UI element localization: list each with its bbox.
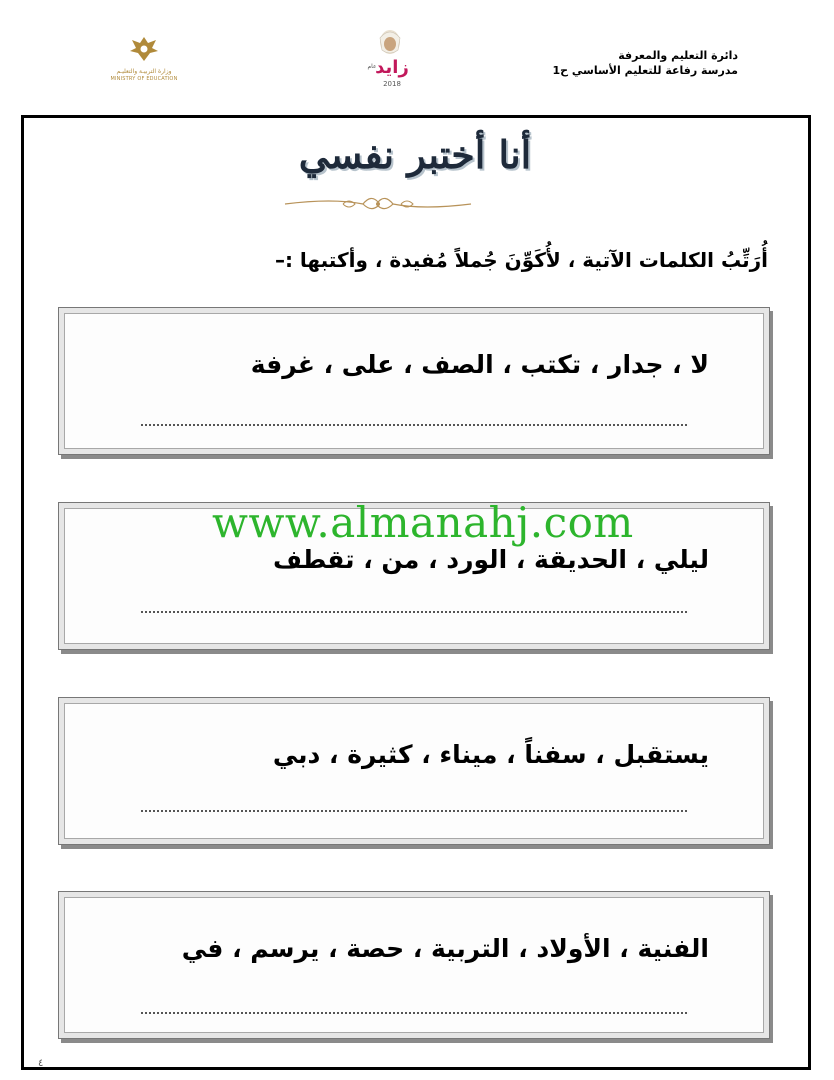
scrambled-words: يستقبل ، سفناً ، ميناء ، كثيرة ، دبي [272,740,709,769]
zayed-year: 2018 [383,80,401,88]
page-corner-mark: ٤ [38,1058,44,1069]
school-name: مدرسة رفاعة للتعليم الأساسي ح1 [552,64,738,77]
zayed-word: زايد [375,57,409,78]
answer-line[interactable] [141,1012,687,1014]
department-name: دائرة التعليم والمعرفة [618,49,738,62]
emblem-icon [124,34,164,64]
exercise-card-4 [58,891,770,1039]
worksheet-title: أنا أختبر نفسي [298,132,532,177]
ministry-name-ar: وزارة التربيـة والتعليـم [116,68,172,75]
scrambled-words: لا ، جدار ، تكتب ، الصف ، على ، غرفة [250,350,709,379]
exercise-card-3 [58,697,770,845]
ornament-divider-icon [283,188,473,218]
answer-line[interactable] [141,424,687,426]
zayed-year-word: عام [367,63,377,70]
instruction-text: أُرَتِّبُ الكلمات الآتية ، لأُكَوِّنَ جُملاً مُفيدة ، وأكتبها :– [274,248,768,272]
answer-line[interactable] [141,611,687,613]
scrambled-words: الفنية ، الأولاد ، التربية ، حصة ، يرسم ، في [181,934,709,963]
school-info [552,48,738,78]
answer-line[interactable] [141,810,687,812]
year-of-zayed-logo [362,26,418,90]
ministry-name-en: MINISTRY OF EDUCATION [110,76,178,82]
exercise-card-1 [58,307,770,455]
scrambled-words: ليلي ، الحديقة ، الورد ، من ، تقطف [273,545,709,574]
watermark-text: www.almanahj.com [212,498,634,547]
ministry-logo [104,34,184,84]
